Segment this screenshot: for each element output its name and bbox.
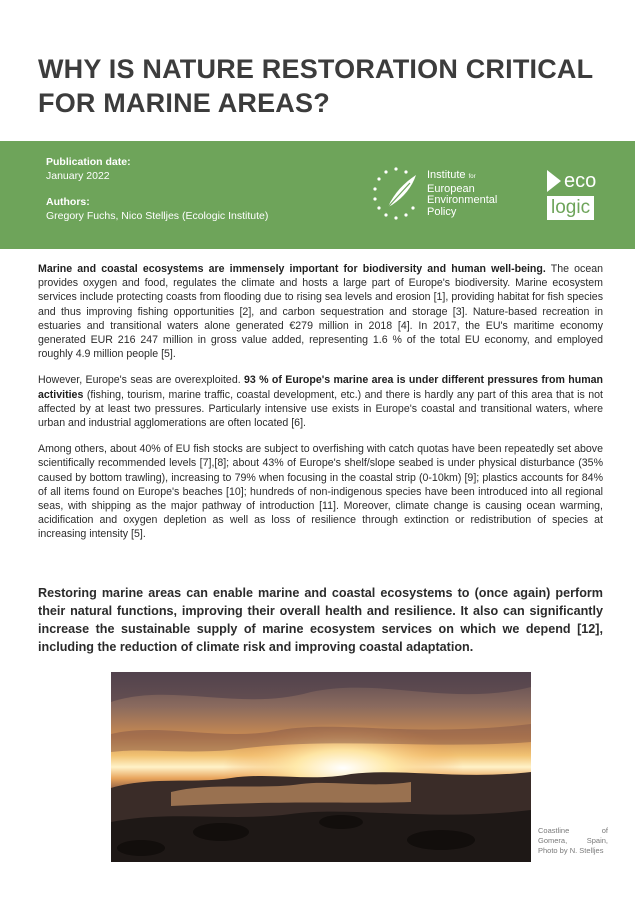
publication-date-label: Publication date: (46, 156, 131, 168)
feather-stars-icon (366, 163, 426, 223)
body-text (38, 262, 603, 554)
publication-meta (46, 155, 268, 223)
header-band (0, 141, 635, 249)
authors-value: Gregory Fuchs, Nico Stelljes (Ecologic Institute) (46, 210, 269, 222)
iep-logo (366, 163, 516, 223)
paragraph-2: However, Europe's seas are overexploited. 93 % of Europe's marine area is under different pressures from human activities (fishing, tourism, marine traffic, coastal development, etc.) and there is hardly any part of this area that is not affected by at least two pressures. Particularly intensive use exists in Europe's coastal and transitional waters, where urban and industrial agglomerations are often located [6]. (38, 374, 603, 430)
ecologic-logo-eco: eco (564, 170, 597, 192)
play-triangle-icon (547, 170, 561, 192)
ecologic-logo (547, 169, 603, 223)
sunset-coast-photo (111, 672, 531, 862)
iep-logo-text: Institute for European Environmental Policy (427, 169, 498, 218)
authors-label: Authors: (46, 196, 90, 208)
photo-caption: Coastline of Gomera, Spain, Photo by N. Stelljes (538, 826, 608, 855)
callout-statement: Restoring marine areas can enable marine and coastal ecosystems to (once again) perform their natural functions, improving their overall health and resilience. It also can significantly increase the sustainable supply of marine ecosystem services on which we depend [12], including the reduction of climate risk and improving coastal adaptation. (38, 586, 603, 654)
paragraph-1: Marine and coastal ecosystems are immensely important for biodiversity and human well-being. The ocean provides oxygen and food, regulates the climate and hosts a large part of Europe's biodiversity. Marine ecosystem services include protecting coasts from flooding due to rising sea levels and erosion [1], providing habitat for fish species and thus improving fishing opportunities [2], and carbon sequestration and storage [3]. Nature-based recreation in estuaries and transitional waters alone generated €279 million in 2018 [4]. In 2017, the EU's maritime economy generated EUR 216 247 million in gross value added, representing 1.6 % of the total EU economy, and employed roughly 4.9 million people [5]. (38, 263, 603, 361)
ecologic-logo-logic: logic (547, 196, 594, 220)
page-title: WHY IS NATURE RESTORATION CRITICAL FOR MARINE AREAS? (38, 54, 593, 118)
publication-date-value: January 2022 (46, 170, 110, 182)
paragraph-3: Among others, about 40% of EU fish stocks are subject to overfishing with catch quotas have been repeatedly set above scientifically recommended levels [7],[8]; about 43% of Europe's shelf/slope seabed is under physical disturbance (35% caused by bottom trawling), increasing to 79% when focusing in the coastal strip (0-10km) [9]; plastics accounts for 84% of all items found on Europe's beaches [10]; hundreds of non-indigenous species have been introduced into all regional seas, with shipping as the major pathway of introduction [11]. Moreover, climate change is causing ocean warming, acidification and oxygen depletion as well as loss of resilience through extinction or redistribution of species at increasing intensity [5]. (38, 443, 603, 541)
